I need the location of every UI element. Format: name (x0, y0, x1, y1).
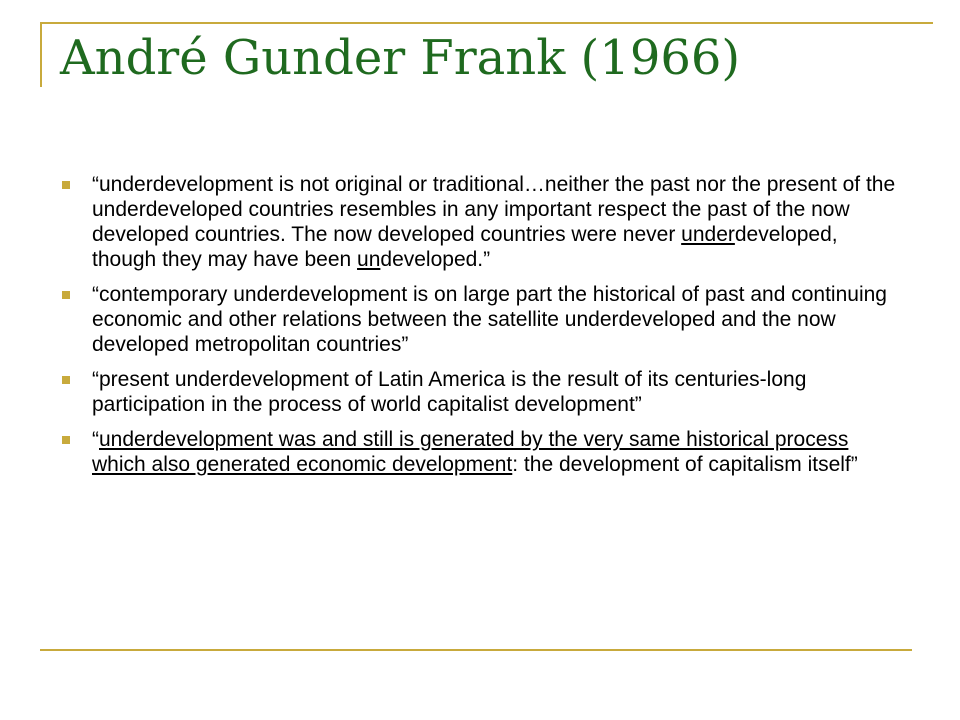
slide-title: André Gunder Frank (1966) (60, 30, 741, 86)
text-run: developed.” (380, 248, 491, 271)
text-run: developed, though they may have been (92, 223, 838, 271)
bottom-rule (40, 649, 912, 651)
bullet-item (62, 367, 902, 417)
square-bullet-icon (62, 291, 70, 299)
underlined-text: under (681, 223, 735, 246)
text-run: “ (92, 428, 99, 451)
bullet-text (92, 172, 902, 272)
left-rule (40, 22, 42, 87)
bullet-item (62, 427, 902, 477)
underlined-text: underdevelopment was and still is generated by the very same historical process which also generated economic development (92, 428, 849, 476)
text-run: : the development of capitalism itself” (512, 453, 858, 476)
square-bullet-icon (62, 376, 70, 384)
bullet-text (92, 282, 902, 357)
bullet-text (92, 367, 902, 417)
bullet-item (62, 172, 902, 272)
text-run: “contemporary underdevelopment is on large part the historical of past and continuing economic and other relations between the satellite underdeveloped and the now developed metropolitan countries” (92, 283, 887, 356)
underlined-text: un (357, 248, 381, 271)
bullet-item (62, 282, 902, 357)
text-run: “present underdevelopment of Latin America is the result of its centuries-long participation in the process of world capitalist development” (92, 368, 807, 416)
slide-body (62, 172, 902, 487)
square-bullet-icon (62, 436, 70, 444)
top-rule (40, 22, 933, 24)
bullet-text (92, 427, 902, 477)
text-run: “underdevelopment is not original or traditional…neither the past nor the present of the underdeveloped countries resembles in any important respect the past of the now developed countries. The now developed countries were never (92, 173, 896, 246)
square-bullet-icon (62, 181, 70, 189)
bullet-list (62, 172, 902, 477)
